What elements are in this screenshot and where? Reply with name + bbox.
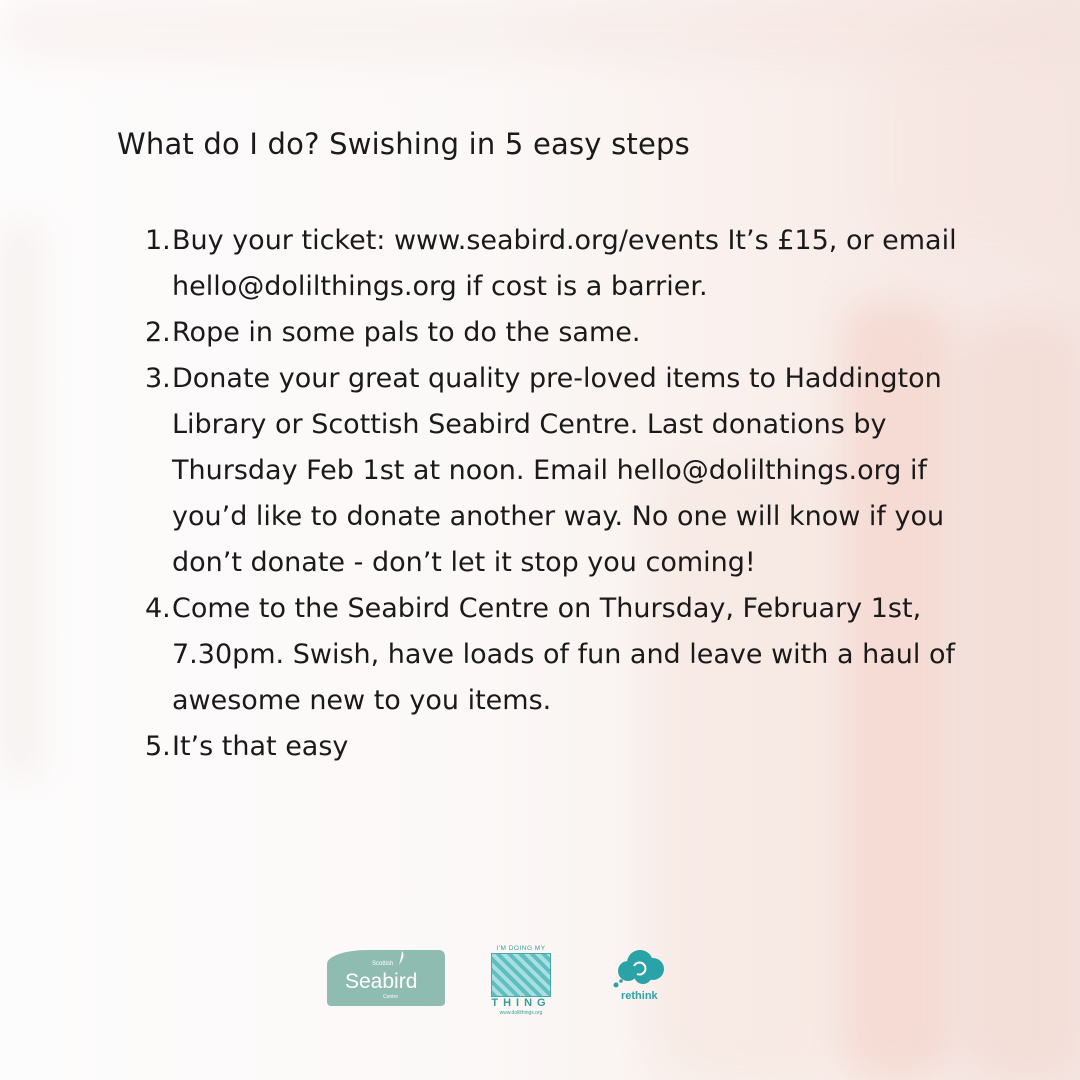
seabird-centre-logo: [327, 950, 445, 1006]
seabird-logo-name: Seabird: [345, 970, 418, 993]
list-item: [145, 356, 965, 586]
seabird-logo-sub: Centre: [383, 994, 399, 1000]
doing-logo-word: THING: [491, 997, 551, 1009]
rethink-logo-label: rethink: [621, 990, 658, 1002]
step-text: Rope in some pals to do the same.: [172, 317, 641, 348]
doing-logo-top: I'M DOING MY: [496, 945, 546, 952]
step-text: Buy your ticket: www.seabird.org/events It’s £15, or email hello@dolilthings.org if cost is a barrier.: [172, 225, 957, 302]
rethink-logo: [610, 947, 670, 1007]
step-text: Donate your great quality pre-loved items to Haddington Library or Scottish Seabird Centre. Last donations by Thursday Feb 1st at noon. Email hello@dolilthings.org if you’d like to donate another way. No one will know if you don’t donate - don’t let it stop you coming!: [172, 363, 945, 578]
step-text: It’s that easy: [172, 731, 349, 762]
step-number: 2.: [145, 317, 171, 348]
list-item: [145, 724, 965, 770]
waves-icon: [491, 953, 551, 997]
step-number: 3.: [145, 363, 171, 394]
partner-logos: [0, 945, 1080, 1025]
steps-list: [145, 218, 965, 770]
cloud-icon: [610, 947, 670, 989]
doing-my-thing-logo: [490, 945, 552, 1021]
step-number: 1.: [145, 225, 171, 256]
list-item: [145, 586, 965, 724]
step-number: 4.: [145, 593, 171, 624]
doing-logo-url: www.dolilthings.org: [499, 1010, 543, 1016]
bird-icon: [397, 951, 407, 965]
step-text: Come to the Seabird Centre on Thursday, February 1st, 7.30pm. Swish, have loads of fun and leave with a haul of awesome new to you items.: [172, 593, 955, 716]
list-item: [145, 218, 965, 310]
step-number: 5.: [145, 731, 171, 762]
page-title: What do I do? Swishing in 5 easy steps: [117, 127, 690, 161]
list-item: [145, 310, 965, 356]
seabird-logo-small: Scottish: [372, 961, 394, 967]
